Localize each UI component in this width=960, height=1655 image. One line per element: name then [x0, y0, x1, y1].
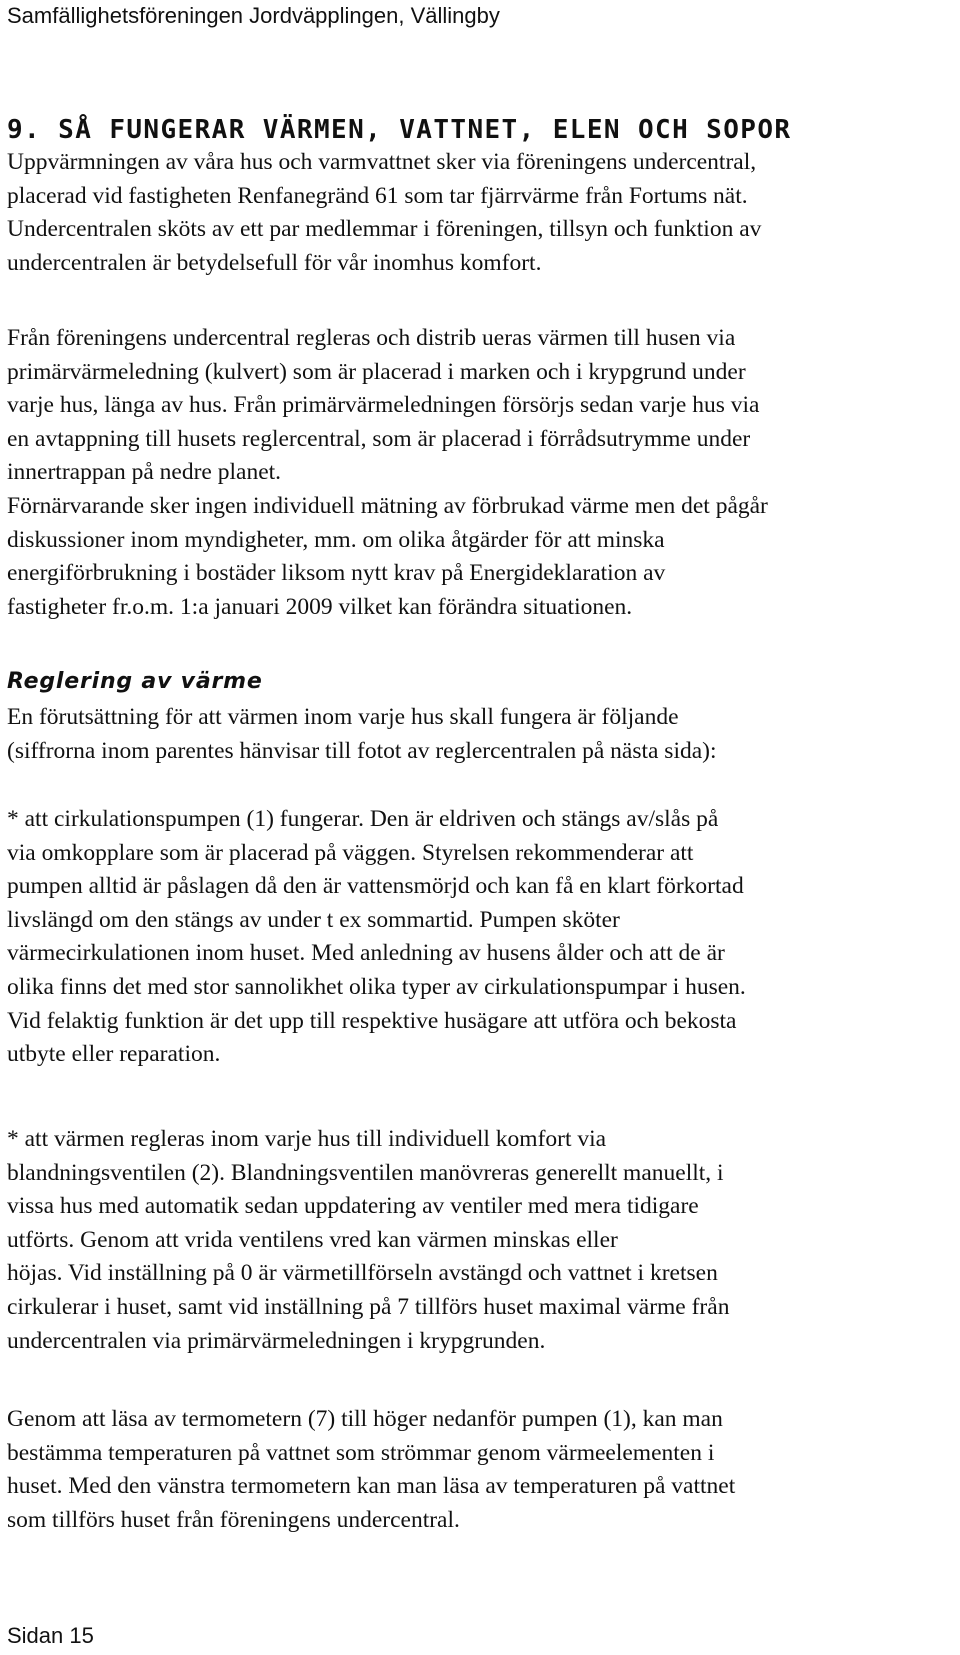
text-line: huset. Med den vänstra termometern kan man läsa av temperaturen på vattnet — [7, 1473, 736, 1500]
text-line: * att cirkulationspumpen (1) fungerar. Den är eldriven och stängs av/slås på — [7, 806, 719, 832]
valve-paragraph — [7, 1123, 952, 1358]
text-line: utförts. Genom att vrida ventilens vred kan värmen minskas eller — [7, 1226, 618, 1253]
text-line: bestämma temperaturen på vattnet som strömmar genom värmeelementen i — [7, 1439, 715, 1466]
text-line: en avtappning till husets reglercentral, som är placerad i förrådsutrymme under — [7, 425, 751, 452]
pump-paragraph — [7, 803, 952, 1072]
running-header: Samfällighetsföreningen Jordväpplingen, Vällingby — [7, 3, 500, 28]
text-line: blandningsventilen (2). Blandningsventilen manövreras generellt manuellt, i — [7, 1159, 724, 1186]
text-line: energiförbrukning i bostäder liksom nytt krav på Energideklaration av — [7, 560, 666, 587]
text-line: livslängd om den stängs av under t ex sommartid. Pumpen sköter — [7, 906, 620, 933]
text-line: fastigheter fr.o.m. 1:a januari 2009 vilket kan förändra situationen. — [7, 593, 633, 620]
text-line: utbyte eller reparation. — [7, 1041, 221, 1068]
text-line: En förutsättning för att värmen inom varje hus skall fungera är följande — [7, 704, 679, 730]
text-line: Vid felaktig funktion är det upp till respektive husägare att utföra och bekosta — [7, 1007, 737, 1034]
regulation-intro — [7, 701, 952, 768]
section-heading: 9. SÅ FUNGERAR VÄRMEN, VATTNET, ELEN OCH SOPOR — [7, 115, 792, 145]
distribution-paragraph — [7, 322, 952, 624]
text-line: höjas. Vid inställning på 0 är värmetillförseln avstängd och vattnet i kretsen — [7, 1260, 718, 1287]
text-line: via omkopplare som är placerad på väggen. Styrelsen rekommenderar att — [7, 839, 694, 866]
text-line: Förnärvarande sker ingen individuell mätning av förbrukad värme men det pågår — [7, 492, 768, 519]
text-line: primärvärmeledning (kulvert) som är placerad i marken och i krypgrund under — [7, 358, 746, 385]
text-line: innertrappan på nedre planet. — [7, 459, 282, 486]
page-number: Sidan 15 — [7, 1623, 94, 1648]
text-line: undercentralen via primärvärmeledningen i krypgrunden. — [7, 1327, 546, 1354]
text-line: placerad vid fastigheten Renfanegränd 61 som tar fjärrvärme från Fortums nät. — [7, 182, 748, 209]
text-line: Undercentralen sköts av ett par medlemmar i föreningen, tillsyn och funktion av — [7, 216, 762, 243]
text-line: Uppvärmningen av våra hus och varmvattnet sker via föreningens undercentral, — [7, 149, 757, 175]
thermometer-paragraph — [7, 1403, 952, 1537]
text-line: olika finns det med stor sannolikhet olika typer av cirkulationspumpar i husen. — [7, 973, 746, 1000]
text-line: värmecirkulationen inom huset. Med anledning av husens ålder och att de är — [7, 940, 725, 967]
text-line: undercentralen är betydelsefull för vår inomhus komfort. — [7, 249, 542, 276]
text-line: vissa hus med automatik sedan uppdatering av ventiler med mera tidigare — [7, 1193, 699, 1220]
text-line: (siffrorna inom parentes hänvisar till fotot av reglercentralen på nästa sida): — [7, 737, 717, 764]
text-line: Från föreningens undercentral regleras och distrib ueras värmen till husen via — [7, 325, 736, 351]
text-line: Genom att läsa av termometern (7) till höger nedanför pumpen (1), kan man — [7, 1406, 723, 1432]
text-line: varje hus, länga av hus. Från primärvärmeledningen försörjs sedan varje hus via — [7, 392, 760, 419]
intro-paragraph — [7, 146, 952, 280]
text-line: * att värmen regleras inom varje hus till individuell komfort via — [7, 1126, 607, 1152]
text-line: diskussioner inom myndigheter, mm. om olika åtgärder för att minska — [7, 526, 665, 553]
regulation-heading: Reglering av värme — [7, 669, 263, 694]
text-line: pumpen alltid är påslagen då den är vattensmörjd och kan få en klart förkortad — [7, 873, 744, 900]
text-line: cirkulerar i huset, samt vid inställning på 7 tillförs huset maximal värme från — [7, 1293, 730, 1320]
text-line: som tillförs huset från föreningens undercentral. — [7, 1506, 460, 1533]
